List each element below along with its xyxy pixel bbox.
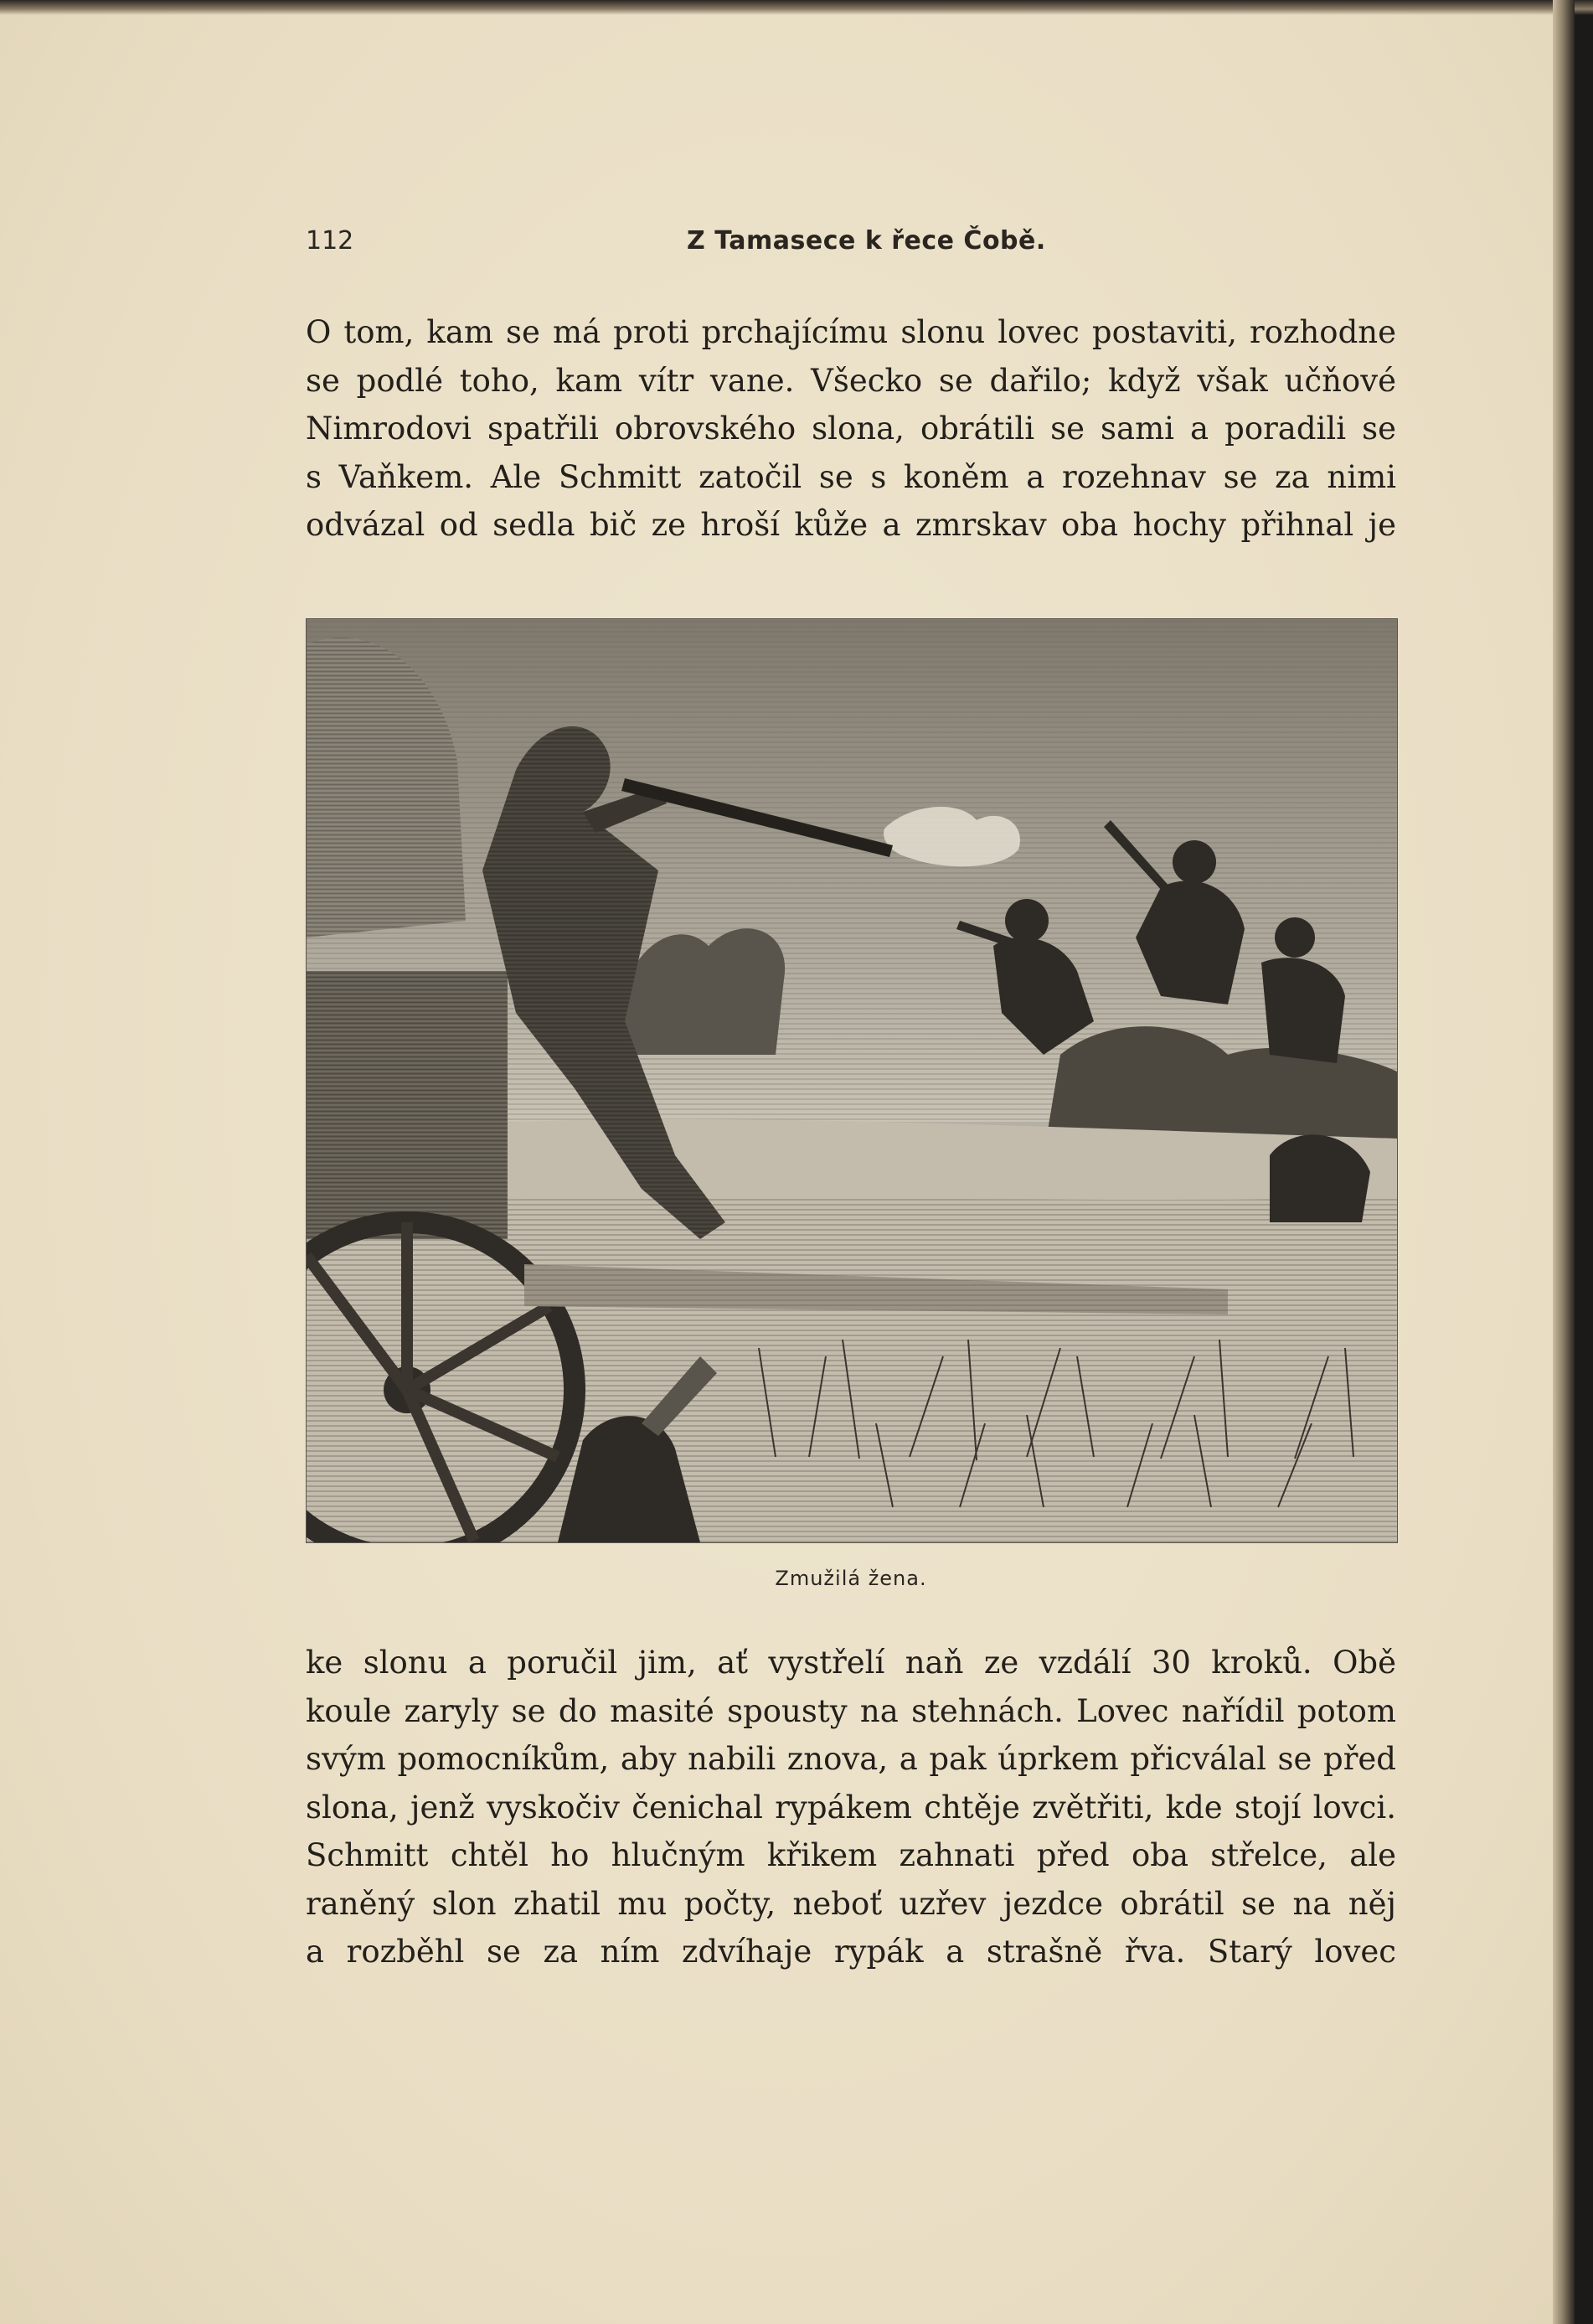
- page-header: [306, 226, 1395, 268]
- text-line: Nimrodovi spatřili obrovského slona, obrátili se sami a poradili se: [306, 411, 1396, 447]
- text-line: a rozběhl se za ním zdvíhaje rypák a strašně řva. Starý lovec: [306, 1934, 1396, 1970]
- text-line: Schmitt chtěl ho hlučným křikem zahnati před oba střelce, ale: [306, 1837, 1396, 1873]
- text-line: koule zaryly se do masité spousty na stehnách. Lovec nařídil potom: [306, 1692, 1396, 1729]
- text-line: ke slonu a poručil jim, ať vystřelí naň ze vzdálí 30 kroků. Obě: [306, 1645, 1396, 1681]
- page-top-edge: [0, 0, 1593, 15]
- running-title: Z Tamasece k řece Čobě.: [687, 226, 1046, 256]
- text-line: slona, jenž vyskočiv čenichal rypákem chtěje zvětřiti, kde stojí lovci.: [306, 1789, 1396, 1826]
- engraving-illustration: [306, 618, 1398, 1543]
- paragraph-top: [306, 308, 1396, 550]
- text-line: s Vaňkem. Ale Schmitt zatočil se s koněm a rozehnav se za nimi: [306, 458, 1396, 495]
- paragraph-bottom: [306, 1639, 1396, 1976]
- text-line: se podlé toho, kam vítr vane. Všecko se dařilo; když však učňové: [306, 362, 1396, 399]
- figure-caption: Zmužilá žena.: [775, 1567, 927, 1590]
- text-line: odvázal od sedla bič ze hroší kůže a zmrskav oba hochy přihnal je: [306, 507, 1396, 543]
- text-line: O tom, kam se má proti prchajícímu slonu lovec postaviti, rozhodne: [306, 314, 1396, 350]
- text-line: raněný slon zhatil mu počty, neboť uzřev jezdce obrátil se na něj: [306, 1885, 1396, 1922]
- page-number: 112: [306, 226, 354, 256]
- text-line: svým pomocníkům, aby nabili znova, a pak úprkem přicválal se před: [306, 1741, 1396, 1777]
- engraving-drawing: [307, 619, 1397, 1542]
- page-binding-edge: [1553, 0, 1575, 2324]
